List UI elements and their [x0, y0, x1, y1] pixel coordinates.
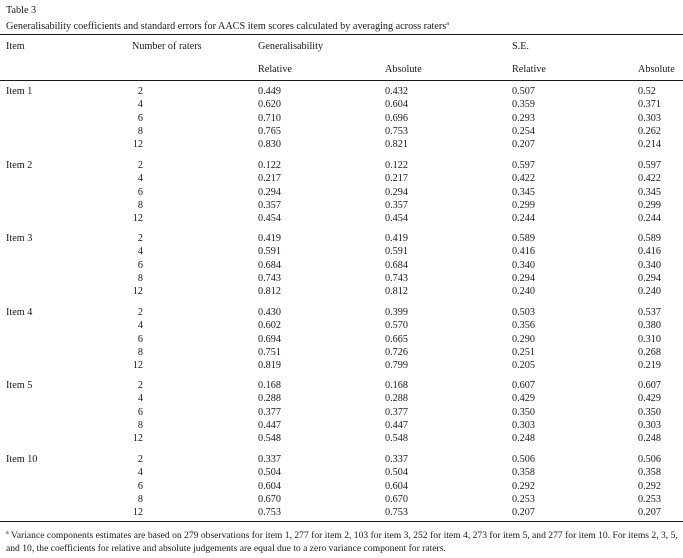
cell-gen-relative: 0.694: [258, 333, 281, 345]
header-number-of-raters: Number of raters: [132, 41, 202, 52]
cell-gen-absolute: 0.447: [385, 419, 408, 431]
cell-se-relative: 0.205: [512, 360, 535, 372]
cell-gen-absolute: 0.357: [385, 199, 408, 211]
cell-se-absolute: 0.589: [638, 233, 661, 244]
cell-se-relative: 0.207: [512, 139, 535, 151]
cell-se-absolute: 0.219: [638, 360, 661, 372]
cell-se-absolute: 0.607: [638, 380, 661, 391]
cell-raters: 8: [137, 346, 143, 358]
cell-se-relative: 0.589: [512, 233, 535, 244]
cell-gen-relative: 0.337: [258, 454, 281, 465]
cell-raters: 4: [137, 246, 143, 258]
cell-raters: 6: [137, 259, 143, 271]
header-gen-relative: Relative: [258, 64, 292, 75]
cell-se-relative: 0.303: [512, 419, 535, 431]
cell-raters: 2: [137, 233, 143, 244]
cell-se-relative: 0.207: [512, 507, 535, 519]
cell-raters: 12: [132, 507, 143, 519]
cell-se-absolute: 0.52: [638, 86, 656, 97]
cell-gen-relative: 0.168: [258, 380, 281, 391]
cell-raters: 2: [137, 86, 143, 97]
cell-gen-relative: 0.377: [258, 406, 281, 418]
item-label: Item 5: [6, 380, 33, 391]
item-label: Item 4: [6, 307, 33, 318]
cell-gen-absolute: 0.288: [385, 393, 408, 405]
cell-se-relative: 0.356: [512, 320, 535, 332]
cell-gen-relative: 0.812: [258, 286, 281, 298]
cell-se-absolute: 0.310: [638, 333, 661, 345]
cell-se-absolute: 0.253: [638, 493, 661, 505]
cell-se-absolute: 0.371: [638, 99, 661, 111]
item-label: Item 2: [6, 160, 33, 171]
cell-gen-absolute: 0.419: [385, 233, 408, 244]
footnote-text: Variance components estimates are based on 279 observations for item 1, 277 for item 2, 103 for item 3, 252 for item 4, 273 for item 5, and 277 for item 10. For items 2, 3, 5, and 10, the coefficients for relative and absolute judgements are equal due to a zero variance component for raters.: [6, 530, 678, 554]
cell-gen-relative: 0.419: [258, 233, 281, 244]
cell-se-relative: 0.244: [512, 213, 535, 225]
cell-gen-absolute: 0.548: [385, 433, 408, 445]
cell-raters: 12: [132, 286, 143, 298]
header-se: S.E.: [512, 41, 529, 52]
cell-se-absolute: 0.294: [638, 272, 661, 284]
item-label: Item 10: [6, 454, 38, 465]
cell-raters: 4: [137, 99, 143, 111]
table-bottom-rule: [0, 521, 683, 522]
cell-gen-relative: 0.819: [258, 360, 281, 372]
cell-gen-relative: 0.294: [258, 186, 281, 198]
cell-gen-absolute: 0.604: [385, 480, 408, 492]
table-title: [6, 18, 449, 33]
cell-gen-relative: 0.751: [258, 346, 281, 358]
cell-se-absolute: 0.262: [638, 125, 661, 137]
cell-raters: 6: [137, 333, 143, 345]
cell-se-relative: 0.506: [512, 454, 535, 465]
cell-gen-relative: 0.684: [258, 259, 281, 271]
cell-gen-relative: 0.710: [258, 112, 281, 124]
header-gen-absolute: Absolute: [385, 64, 422, 75]
item-label: Item 1: [6, 86, 33, 97]
cell-se-relative: 0.293: [512, 112, 535, 124]
cell-gen-absolute: 0.504: [385, 467, 408, 479]
cell-raters: 12: [132, 139, 143, 151]
cell-se-absolute: 0.268: [638, 346, 661, 358]
cell-se-absolute: 0.429: [638, 393, 661, 405]
cell-raters: 2: [137, 307, 143, 318]
cell-se-absolute: 0.248: [638, 433, 661, 445]
cell-se-absolute: 0.358: [638, 467, 661, 479]
table-title-footnote-mark: a: [446, 21, 449, 27]
cell-se-absolute: 0.214: [638, 139, 661, 151]
cell-se-absolute: 0.303: [638, 419, 661, 431]
cell-se-absolute: 0.416: [638, 246, 661, 258]
header-se-absolute: Absolute: [638, 64, 675, 75]
table-footnote: [6, 527, 682, 555]
cell-raters: 12: [132, 213, 143, 225]
table-title-text: Generalisability coefficients and standard errors for AACS item scores calculated by averaging across raters: [6, 21, 447, 32]
cell-se-absolute: 0.350: [638, 406, 661, 418]
cell-gen-relative: 0.620: [258, 99, 281, 111]
cell-se-absolute: 0.345: [638, 186, 661, 198]
cell-gen-relative: 0.602: [258, 320, 281, 332]
cell-gen-absolute: 0.665: [385, 333, 408, 345]
cell-gen-absolute: 0.696: [385, 112, 408, 124]
cell-se-relative: 0.251: [512, 346, 535, 358]
cell-raters: 12: [132, 433, 143, 445]
cell-gen-absolute: 0.168: [385, 380, 408, 391]
cell-gen-absolute: 0.726: [385, 346, 408, 358]
header-item: Item: [6, 41, 25, 52]
cell-se-relative: 0.290: [512, 333, 535, 345]
cell-gen-absolute: 0.821: [385, 139, 408, 151]
cell-raters: 12: [132, 360, 143, 372]
cell-gen-relative: 0.743: [258, 272, 281, 284]
cell-raters: 2: [137, 160, 143, 171]
cell-gen-absolute: 0.670: [385, 493, 408, 505]
cell-se-relative: 0.507: [512, 86, 535, 97]
cell-gen-relative: 0.449: [258, 86, 281, 97]
cell-se-relative: 0.240: [512, 286, 535, 298]
header-se-relative: Relative: [512, 64, 546, 75]
cell-se-relative: 0.422: [512, 173, 535, 185]
cell-raters: 4: [137, 173, 143, 185]
cell-gen-relative: 0.504: [258, 467, 281, 479]
cell-se-relative: 0.248: [512, 433, 535, 445]
cell-se-relative: 0.294: [512, 272, 535, 284]
header-generalisability: Generalisability: [258, 41, 324, 52]
cell-se-relative: 0.416: [512, 246, 535, 258]
cell-se-absolute: 0.292: [638, 480, 661, 492]
cell-gen-relative: 0.830: [258, 139, 281, 151]
cell-gen-absolute: 0.399: [385, 307, 408, 318]
cell-gen-absolute: 0.337: [385, 454, 408, 465]
cell-raters: 6: [137, 480, 143, 492]
cell-se-relative: 0.429: [512, 393, 535, 405]
cell-gen-relative: 0.288: [258, 393, 281, 405]
cell-se-absolute: 0.597: [638, 160, 661, 171]
cell-se-relative: 0.503: [512, 307, 535, 318]
footnote-mark: a: [6, 530, 9, 536]
cell-gen-absolute: 0.743: [385, 272, 408, 284]
cell-gen-absolute: 0.217: [385, 173, 408, 185]
cell-se-relative: 0.607: [512, 380, 535, 391]
cell-gen-absolute: 0.570: [385, 320, 408, 332]
cell-gen-absolute: 0.454: [385, 213, 408, 225]
cell-se-absolute: 0.207: [638, 507, 661, 519]
cell-raters: 8: [137, 199, 143, 211]
cell-raters: 8: [137, 419, 143, 431]
cell-gen-absolute: 0.591: [385, 246, 408, 258]
cell-se-relative: 0.292: [512, 480, 535, 492]
cell-se-relative: 0.358: [512, 467, 535, 479]
cell-gen-absolute: 0.377: [385, 406, 408, 418]
cell-se-relative: 0.253: [512, 493, 535, 505]
cell-se-absolute: 0.299: [638, 199, 661, 211]
cell-raters: 4: [137, 320, 143, 332]
cell-gen-absolute: 0.122: [385, 160, 408, 171]
cell-raters: 8: [137, 272, 143, 284]
table-top-rule: [0, 34, 683, 35]
cell-se-absolute: 0.240: [638, 286, 661, 298]
cell-gen-relative: 0.122: [258, 160, 281, 171]
cell-gen-absolute: 0.753: [385, 507, 408, 519]
cell-se-relative: 0.345: [512, 186, 535, 198]
cell-se-absolute: 0.380: [638, 320, 661, 332]
cell-se-relative: 0.350: [512, 406, 535, 418]
item-label: Item 3: [6, 233, 33, 244]
cell-se-absolute: 0.537: [638, 307, 661, 318]
cell-gen-relative: 0.765: [258, 125, 281, 137]
cell-se-absolute: 0.506: [638, 454, 661, 465]
cell-se-absolute: 0.422: [638, 173, 661, 185]
cell-gen-absolute: 0.432: [385, 86, 408, 97]
cell-gen-absolute: 0.604: [385, 99, 408, 111]
cell-gen-absolute: 0.799: [385, 360, 408, 372]
table-header-rule: [0, 80, 683, 81]
cell-se-relative: 0.359: [512, 99, 535, 111]
cell-raters: 4: [137, 393, 143, 405]
cell-se-relative: 0.254: [512, 125, 535, 137]
cell-gen-absolute: 0.294: [385, 186, 408, 198]
cell-gen-absolute: 0.753: [385, 125, 408, 137]
cell-raters: 2: [137, 380, 143, 391]
cell-se-absolute: 0.244: [638, 213, 661, 225]
cell-gen-relative: 0.447: [258, 419, 281, 431]
cell-gen-absolute: 0.684: [385, 259, 408, 271]
cell-se-relative: 0.340: [512, 259, 535, 271]
cell-gen-relative: 0.454: [258, 213, 281, 225]
cell-se-absolute: 0.340: [638, 259, 661, 271]
cell-raters: 8: [137, 125, 143, 137]
cell-se-absolute: 0.303: [638, 112, 661, 124]
cell-raters: 6: [137, 406, 143, 418]
cell-se-relative: 0.597: [512, 160, 535, 171]
cell-raters: 6: [137, 186, 143, 198]
cell-gen-relative: 0.604: [258, 480, 281, 492]
cell-raters: 4: [137, 467, 143, 479]
table-label: Table 3: [6, 5, 37, 16]
cell-gen-relative: 0.217: [258, 173, 281, 185]
cell-gen-relative: 0.670: [258, 493, 281, 505]
cell-gen-relative: 0.591: [258, 246, 281, 258]
cell-gen-relative: 0.753: [258, 507, 281, 519]
cell-gen-relative: 0.548: [258, 433, 281, 445]
cell-raters: 6: [137, 112, 143, 124]
cell-raters: 2: [137, 454, 143, 465]
cell-raters: 8: [137, 493, 143, 505]
cell-gen-relative: 0.357: [258, 199, 281, 211]
cell-se-relative: 0.299: [512, 199, 535, 211]
cell-gen-relative: 0.430: [258, 307, 281, 318]
cell-gen-absolute: 0.812: [385, 286, 408, 298]
